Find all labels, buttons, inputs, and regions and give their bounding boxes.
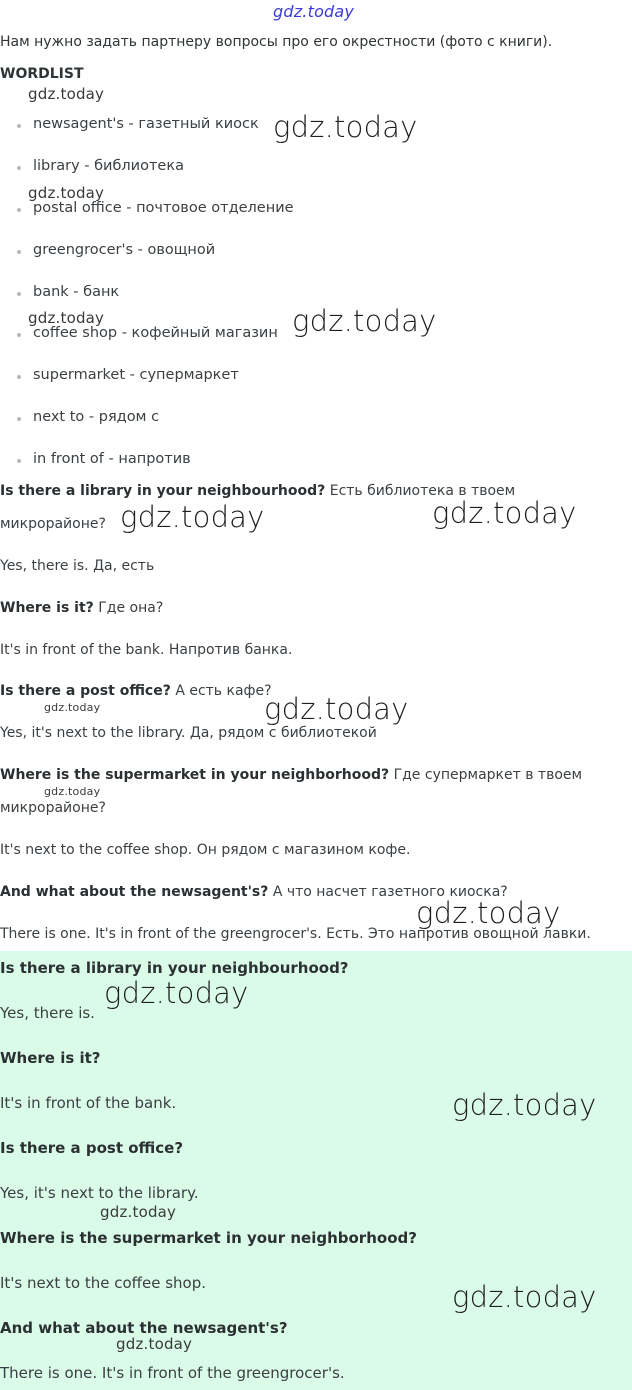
dialogue-answer: Yes, it's next to the library. Да, рядом с библиотекой	[0, 725, 377, 741]
bullet-icon	[17, 166, 21, 170]
answer-question: Is there a post office?	[0, 1139, 184, 1157]
dialogue-answer: There is one. It's in front of the greengrocer's. Есть. Это напротив овощной лавки.	[0, 926, 591, 942]
watermark: gdz.today	[292, 304, 437, 338]
dialogue-question: Where is it? Где она?	[0, 600, 164, 616]
answer-question: Where is the supermarket in your neighborhood?	[0, 1229, 417, 1247]
answer-question: Where is it?	[0, 1049, 101, 1067]
watermark: gdz.today	[452, 1088, 597, 1122]
dialogue-question-cont: микрорайоне?	[0, 800, 106, 816]
bullet-icon	[17, 250, 21, 254]
watermark: gdz.today	[28, 309, 105, 327]
watermark: gdz.today	[100, 1203, 177, 1221]
watermark: gdz.today	[116, 1335, 193, 1353]
bullet-icon	[17, 333, 21, 337]
site-logo[interactable]: gdz.today	[273, 2, 355, 21]
intro-text: Нам нужно задать партнеру вопросы про его окрестности (фото с книги).	[0, 34, 553, 50]
watermark: gdz.today	[432, 496, 577, 530]
bullet-icon	[17, 292, 21, 296]
answer-question: Is there a library in your neighbourhood?	[0, 959, 349, 977]
dialogue-question-cont: микрорайоне?	[0, 516, 106, 532]
watermark: gdz.today	[28, 85, 105, 103]
bullet-icon	[17, 208, 21, 212]
dialogue-question: And what about the newsagent's? А что насчет газетного киоска?	[0, 884, 508, 900]
answer-reply: There is one. It's in front of the greengrocer's.	[0, 1364, 345, 1382]
watermark: gdz.today	[28, 184, 105, 202]
watermark: gdz.today	[44, 701, 101, 714]
answer-reply: Yes, there is.	[0, 1004, 95, 1022]
watermark: gdz.today	[452, 1280, 597, 1314]
answer-reply: It's in front of the bank.	[0, 1094, 177, 1112]
bullet-icon	[17, 124, 21, 128]
wordlist-title: WORDLIST	[0, 66, 84, 82]
bullet-icon	[17, 417, 21, 421]
answer-question: And what about the newsagent's?	[0, 1319, 288, 1337]
watermark: gdz.today	[44, 785, 101, 798]
watermark: gdz.today	[416, 896, 561, 930]
watermark: gdz.today	[273, 110, 418, 144]
answer-reply: Yes, it's next to the library.	[0, 1184, 199, 1202]
bullet-icon	[17, 375, 21, 379]
watermark: gdz.today	[104, 976, 249, 1010]
watermark: gdz.today	[264, 692, 409, 726]
dialogue-question: Is there a library in your neighbourhood? Есть библиотека в твоем	[0, 483, 516, 499]
watermark: gdz.today	[120, 500, 265, 534]
dialogue-answer: It's next to the coffee shop. Он рядом с магазином кофе.	[0, 842, 411, 858]
dialogue-answer: Yes, there is. Да, есть	[0, 558, 155, 574]
dialogue-question: Where is the supermarket in your neighborhood? Где супермаркет в твоем	[0, 767, 583, 783]
dialogue-question: Is there a post office? А есть кафе?	[0, 683, 272, 699]
bullet-icon	[17, 459, 21, 463]
dialogue-answer: It's in front of the bank. Напротив банка.	[0, 642, 293, 658]
answer-reply: It's next to the coffee shop.	[0, 1274, 206, 1292]
